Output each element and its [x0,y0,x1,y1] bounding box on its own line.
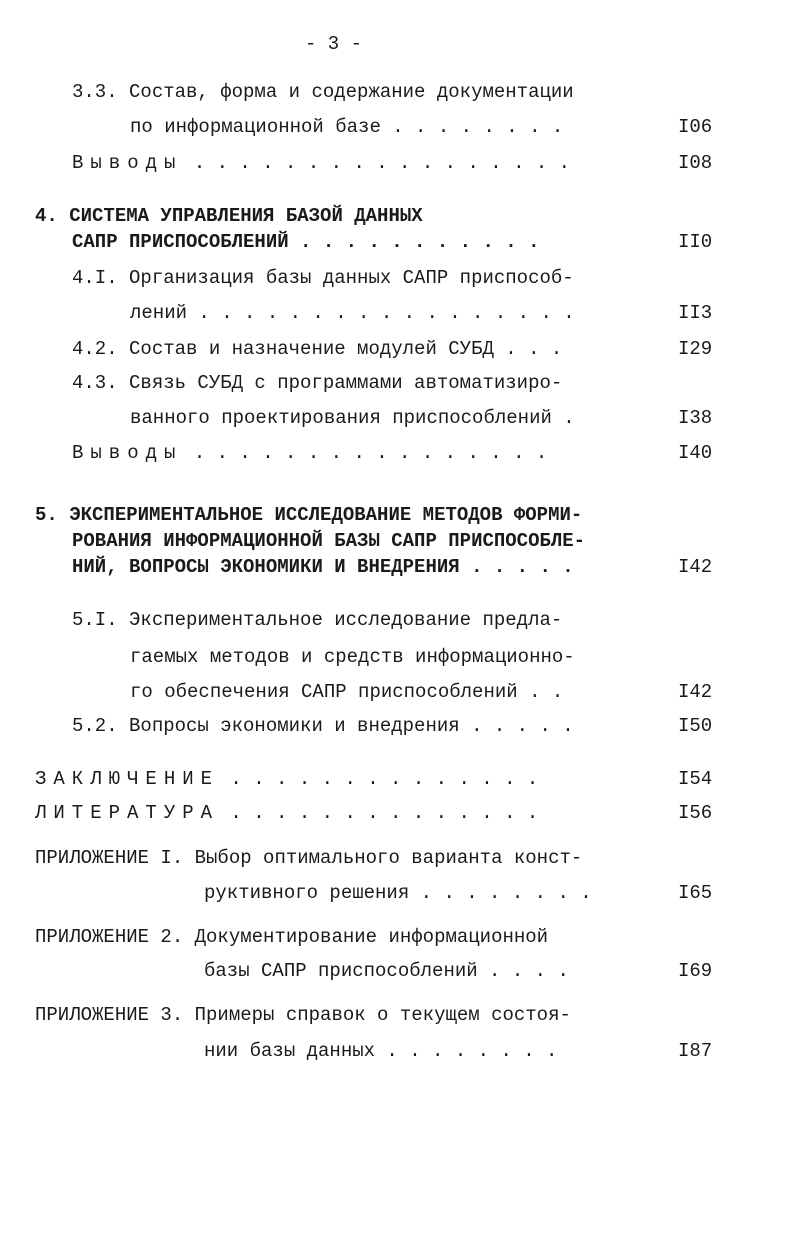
toc-page-number: I40 [678,442,713,464]
toc-chapter-title-continued: РОВАНИЯ ИНФОРМАЦИОННОЙ БАЗЫ САПР ПРИСПОСОБЛЕ- [72,530,586,552]
toc-page-number: I56 [678,802,713,824]
toc-page-number: I87 [678,1040,713,1062]
toc-entry-text: 5.2. Вопросы экономики и внедрения . . . . . [72,715,574,737]
toc-entry-text: ПРИЛОЖЕНИЕ 3. Примеры справок о текущем состоя- [35,1004,571,1026]
toc-entry-text: ПРИЛОЖЕНИЕ I. Выбор оптимального варианта конст- [35,847,583,869]
toc-entry-text-continued: гаемых методов и средств информационно- [130,646,575,668]
toc-entry-text-continued: го обеспечения САПР приспособлений . . [130,681,564,703]
toc-page-number: II0 [678,231,713,253]
toc-entry-text: 4.I. Организация базы данных САПР приспособ- [72,267,574,289]
page-number: - 3 - [305,33,363,55]
toc-entry-text-continued: по информационной базе . . . . . . . . [130,116,564,138]
toc-page-number: I38 [678,407,713,429]
toc-entry-text: ЗАКЛЮЧЕНИЕ . . . . . . . . . . . . . . [35,768,539,790]
toc-page-number: II3 [678,302,713,324]
toc-page-number: I06 [678,116,713,138]
toc-entry-text: 4.3. Связь СУБД с программами автоматизиро- [72,372,563,394]
toc-entry-text: 5.I. Экспериментальное исследование предла- [72,609,563,631]
toc-entry-text-continued: ванного проектирования приспособлений . [130,407,575,429]
toc-page-number: I42 [678,556,713,578]
toc-chapter-title: 4. СИСТЕМА УПРАВЛЕНИЯ БАЗОЙ ДАННЫХ [35,205,423,227]
toc-chapter-title-continued: САПР ПРИСПОСОБЛЕНИЙ . . . . . . . . . . . [72,231,540,253]
toc-page-number: I65 [678,882,713,904]
toc-page-number: I50 [678,715,713,737]
toc-chapter-title-continued: НИЙ, ВОПРОСЫ ЭКОНОМИКИ И ВНЕДРЕНИЯ . . . . . [72,556,574,578]
toc-entry-text-continued: базы САПР приспособлений . . . . [204,960,569,982]
toc-chapter-title: 5. ЭКСПЕРИМЕНТАЛЬНОЕ ИССЛЕДОВАНИЕ МЕТОДОВ ФОРМИ- [35,504,583,526]
toc-entry-text: ПРИЛОЖЕНИЕ 2. Документирование информационной [35,926,549,948]
toc-page-number: I54 [678,768,713,790]
toc-page-number: I69 [678,960,713,982]
toc-entry-text: ЛИТЕРАТУРА . . . . . . . . . . . . . . [35,802,539,824]
toc-entry-text: Выводы . . . . . . . . . . . . . . . . . [72,152,571,174]
toc-page-number: I42 [678,681,713,703]
toc-page-number: I08 [678,152,713,174]
toc-page-number: I29 [678,338,713,360]
toc-entry-text: 4.2. Состав и назначение модулей СУБД . . . [72,338,563,360]
toc-entry-text-continued: руктивного решения . . . . . . . . [204,882,592,904]
toc-entry-text-continued: нии базы данных . . . . . . . . [204,1040,558,1062]
toc-entry-text-continued: лений . . . . . . . . . . . . . . . . . [130,302,575,324]
toc-entry-text: Выводы . . . . . . . . . . . . . . . . [72,442,548,464]
toc-entry-text: 3.3. Состав, форма и содержание документации [72,81,574,103]
